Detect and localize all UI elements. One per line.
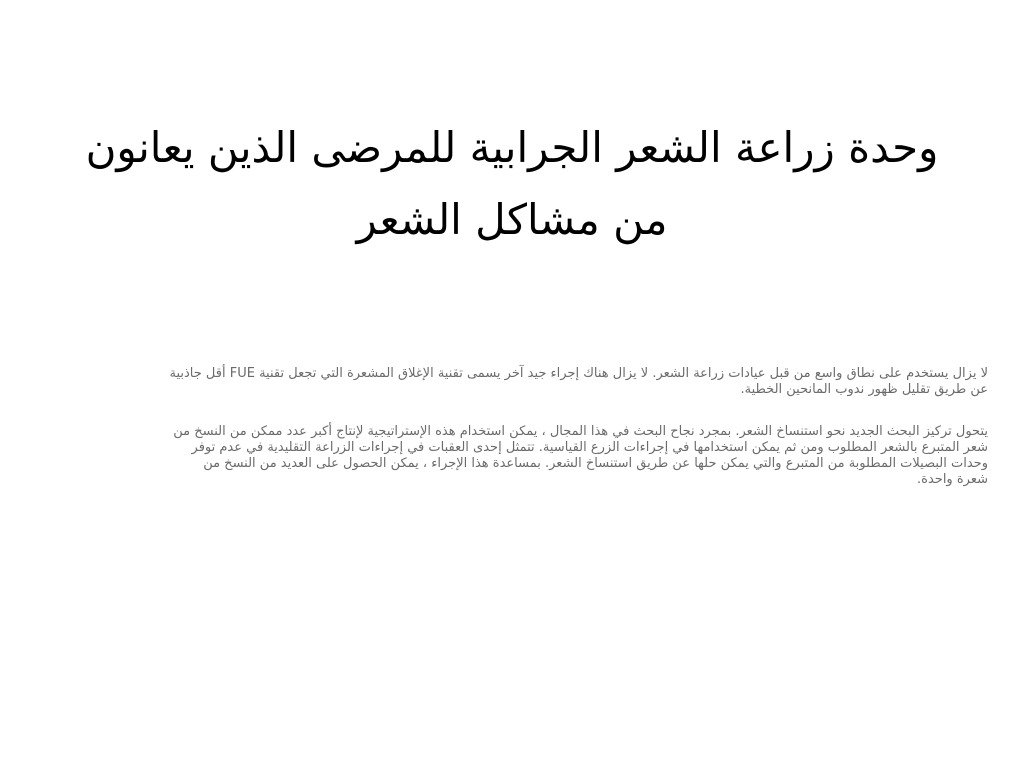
body-paragraph-2: يتحول تركيز البحث الجديد نحو استنساخ الشعر. بمجرد نجاح البحث في هذا المجال ، يمكن استخدام هذه الإستراتيجية لإنتاج أكبر عدد ممكن من النسخ من شعر المتبرع بالشعر المطلوب ومن ثم يمكن استخدامها في إجراءات الزرع القياسية. تتمثل إحدى العقبات في إجراءات الزراعة التقليدية في عدم توفر وحدات البصيلات المطلوبة من المتبرع والتي يمكن حلها عن طريق استنساخ الشعر. بمساعدة هذا الإجراء ، يمكن الحصول على العديد من النسخ من شعرة واحدة. — [173, 424, 988, 487]
slide-title: وحدة زراعة الشعر الجرابية للمرضى الذين يعانون من مشاكل الشعر — [85, 123, 939, 244]
body-paragraph-1: لا يزال يستخدم على نطاق واسع من قبل عيادات زراعة الشعر. لا يزال هناك إجراء جيد آخر يسمى تقنية الإغلاق المشعرة التي تجعل تقنية FUE أقل جاذبية عن طريق تقليل ظهور ندوب المانحين الخطية. — [169, 366, 988, 397]
slide-body — [168, 366, 988, 514]
